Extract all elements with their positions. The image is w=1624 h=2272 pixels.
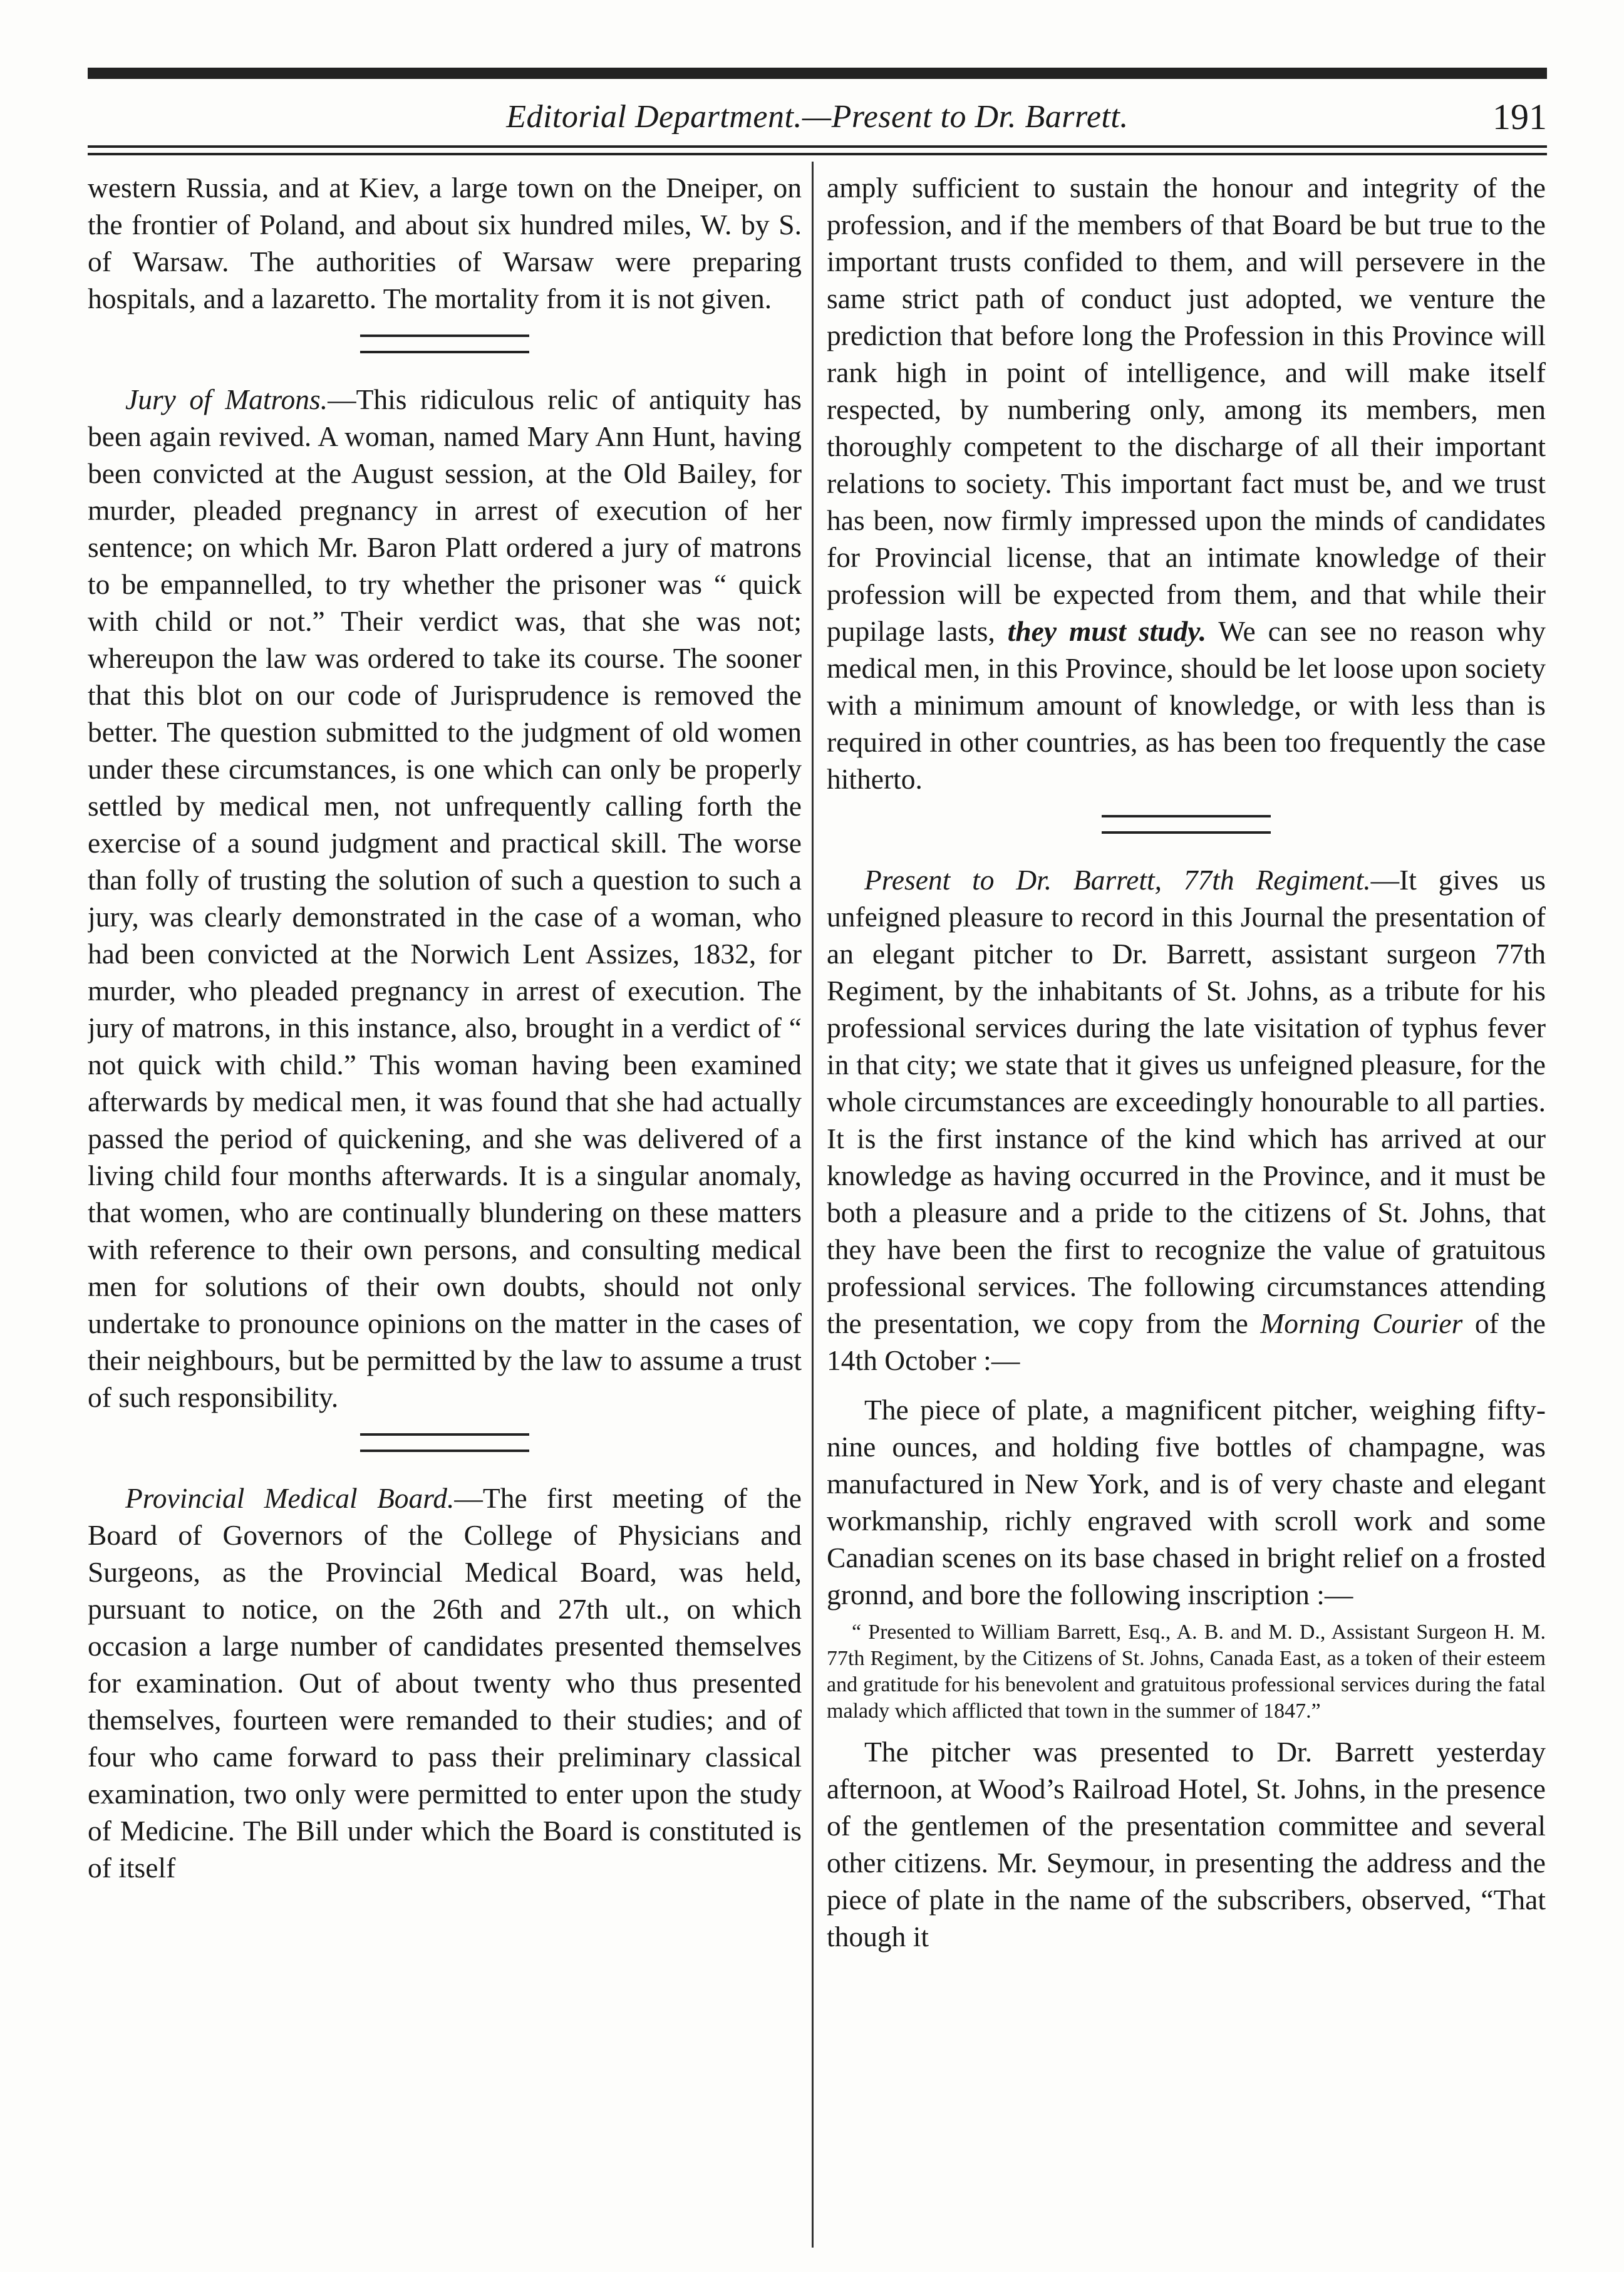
- section-separator: [360, 1433, 529, 1452]
- right-column: [827, 169, 1546, 2249]
- article-title-jury: Jury of Matrons.: [125, 383, 328, 415]
- column-divider: [812, 162, 814, 2248]
- inscription-quote: “ Presented to William Barrett, Esq., A. B. and M. D., Assistant Surgeon H. M. 77th Regiment, by the Citizens of St. Johns, Canada East, as a token of their esteem and gratitude for his benevolent and gratuitous professional services during the fatal malady which afflicted that town in the summer of 1847.”: [827, 1621, 1546, 1723]
- article-body-present-b: of the 14th October :—: [827, 1307, 1546, 1376]
- article-body-jury: —This ridiculous relic of antiquity has been again revived. A woman, named Mary Ann Hunt, having been convicted at the August session, at the Old Bailey, for murder, pleaded pregnancy in arrest of execution of her sentence; on which Mr. Baron Platt ordered a jury of matrons to be empannelled, to try whether the prisoner was “ quick with child or not.” Their verdict was, that she was not; whereupon the law was ordered to take its course. The sooner that this blot on our code of Jurisprudence is removed the better. The question submitted to the judgment of old women under these circumstances, is one which can only be properly settled by medical men, not unfrequently calling forth the exercise of a sound judgment and practical skill. The worse than folly of trusting the solution of such a question to such a jury, was clearly demonstrated in the case of a woman, who had been convicted at the Norwich Lent Assizes, 1832, for murder, who pleaded pregnancy in arrest of execution. The jury of matrons, in this instance, also, brought in a verdict of “ not quick with child.” This woman having been examined afterwards by medical men, it was found that she had actually passed the period of quickening, and she was delivered of a living child four months afterwards. It is a singular anomaly, that women, who are continually blundering on these matters with reference to their own persons, and consulting medical men for solutions of their own doubts, should not only undertake to pronounce opinions on the matter in the cases of their neighbours, but be permitted by the law to assume a trust of such responsibility.: [88, 383, 802, 1413]
- article-title-present: Present to Dr. Barrett, 77th Regiment.: [864, 864, 1371, 896]
- top-border-rule: [88, 68, 1547, 79]
- page-header: [88, 85, 1547, 141]
- running-head: Editorial Department.—Present to Dr. Barrett.: [506, 99, 1129, 135]
- section-separator: [1102, 815, 1271, 834]
- page-number: 191: [1492, 96, 1547, 137]
- article-present-to-barrett: [827, 861, 1546, 1379]
- paragraph-board-continued: [827, 169, 1546, 797]
- left-column: [88, 169, 802, 2249]
- board-continued-text-a: amply sufficient to sustain the honour and integrity of the profession, and if the members of that Board be but true to the important trusts confided to them, and will persevere in the same strict path of conduct just adopted, we venture the prediction that before long the Profession in this Province will rank high in point of intelligence, and will make itself respected, by numbering only, among its members, men thoroughly competent to the discharge of all their important relations to society. This important fact must be, and we trust has been, now firmly impressed upon the minds of candidates for Provincial license, that an intimate knowledge of their profession will be expected from them, and that while their pupilage lasts,: [827, 172, 1546, 647]
- paragraph-pitcher: The piece of plate, a magnificent pitcher, weighing fifty-nine ounces, and holding five bottles of champagne, was manufactured in New York, and is of very chaste and elegant workmanship, richly engraved with scroll work and some Canadian scenes on its base chased in bright relief on a frosted gronnd, and bore the following inscription :—: [827, 1394, 1546, 1611]
- article-title-board: Provincial Medical Board.: [125, 1482, 455, 1514]
- paragraph-russia-continued: western Russia, and at Kiev, a large town on the Dneiper, on the frontier of Poland, and about six hundred miles, W. by S. of Warsaw. The authorities of Warsaw were preparing hospitals, and a lazaretto. The mortality from it is not given.: [88, 172, 802, 314]
- board-continued-text-b: We can see no reason why medical men, in this Province, should be let loose upon society with a minimum amount of knowledge, or with less than is required in other countries, as has been too frequently the case hitherto.: [827, 615, 1546, 795]
- header-rule-upper: [88, 145, 1547, 148]
- article-body-board: —The first meeting of the Board of Governors of the College of Physicians and Surgeons, as the Provincial Medical Board, was held, pursuant to notice, on the 26th and 27th ult., on which occasion a large number of candidates presented themselves for examination. Out of about twenty who thus presented themselves, fourteen were remanded to their studies; and of four who came forward to pass their preliminary classical examination, two only were permitted to enter upon the study of Medicine. The Bill under which the Board is constituted is of itself: [88, 1482, 802, 1884]
- article-jury-of-matrons: [88, 381, 802, 1416]
- article-body-present-a: —It gives us unfeigned pleasure to record in this Journal the presentation of an elegant pitcher to Dr. Barrett, assistant surgeon 77th Regiment, by the inhabitants of St. Johns, as a tribute for his professional services during the late visitation of typhus fever in that city; we state that it gives us unfeigned pleasure, for the whole circumstances are exceedingly honourable to all parties. It is the first instance of the kind which has arrived at our knowledge as having occurred in the Province, and it must be both a pleasure and a pride to the citizens of St. Johns, that they have been the first to recognize the value of gratuitous professional services. The following circumstances attending the presentation, we copy from the: [827, 864, 1546, 1339]
- paragraph-presentation: The pitcher was presented to Dr. Barrett yesterday afternoon, at Wood’s Railroad Hotel, St. Johns, in the presence of the gentlemen of the presentation committee and several other citizens. Mr. Seymour, in presenting the address and the piece of plate in the name of the subscribers, observed, “That though it: [827, 1736, 1546, 1953]
- article-provincial-board: [88, 1480, 802, 1886]
- section-separator: [360, 335, 529, 353]
- emphasis-they-must-study: they must study.: [1007, 615, 1207, 647]
- header-rule-lower: [88, 153, 1547, 155]
- source-morning-courier: Morning Courier: [1260, 1307, 1463, 1339]
